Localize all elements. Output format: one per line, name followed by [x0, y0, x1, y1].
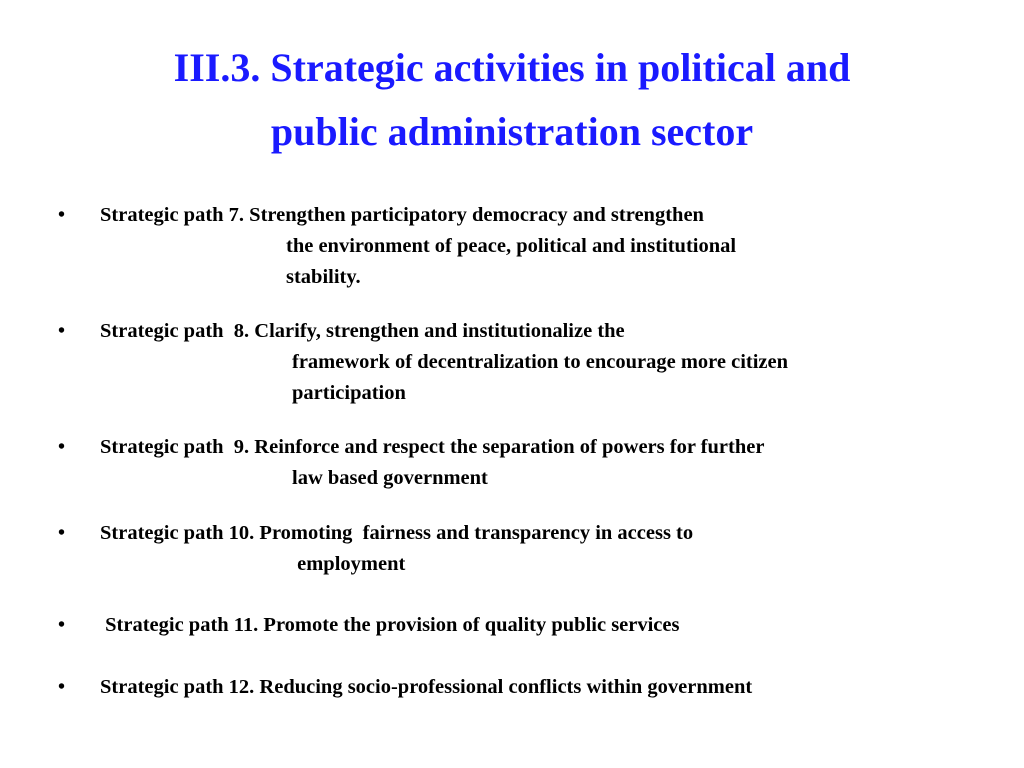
item-line: law based government — [292, 467, 488, 489]
bullet-icon: • — [58, 522, 66, 544]
item-line: stability. — [286, 266, 361, 288]
item-line: Strategic path 9. Reinforce and respect the separation of powers for further — [100, 436, 765, 458]
item-line: Strategic path 11. Promote the provision of quality public services — [100, 614, 680, 636]
bullet-icon: • — [58, 676, 66, 698]
item-line: employment — [292, 553, 406, 575]
slide-title — [0, 36, 1024, 164]
slide-title-line-1: III.3. Strategic activities in political and — [173, 45, 851, 90]
bullet-icon: • — [58, 320, 66, 342]
item-line: participation — [292, 382, 406, 404]
item-line: Strategic path 10. Promoting fairness and transparency in access to — [100, 522, 694, 544]
item-line: Strategic path 7. Strengthen participatory democracy and strengthen — [100, 204, 704, 226]
item-line: Strategic path 8. Clarify, strengthen and institutionalize the — [100, 320, 625, 342]
bullet-icon: • — [58, 614, 66, 636]
item-line: the environment of peace, political and institutional — [286, 235, 737, 257]
bullet-icon: • — [58, 436, 66, 458]
item-line: Strategic path 12. Reducing socio-professional conflicts within government — [100, 676, 753, 698]
bullet-icon: • — [58, 204, 66, 226]
slide-title-line-2: public administration sector — [270, 109, 754, 154]
item-line: framework of decentralization to encourage more citizen — [292, 351, 789, 373]
